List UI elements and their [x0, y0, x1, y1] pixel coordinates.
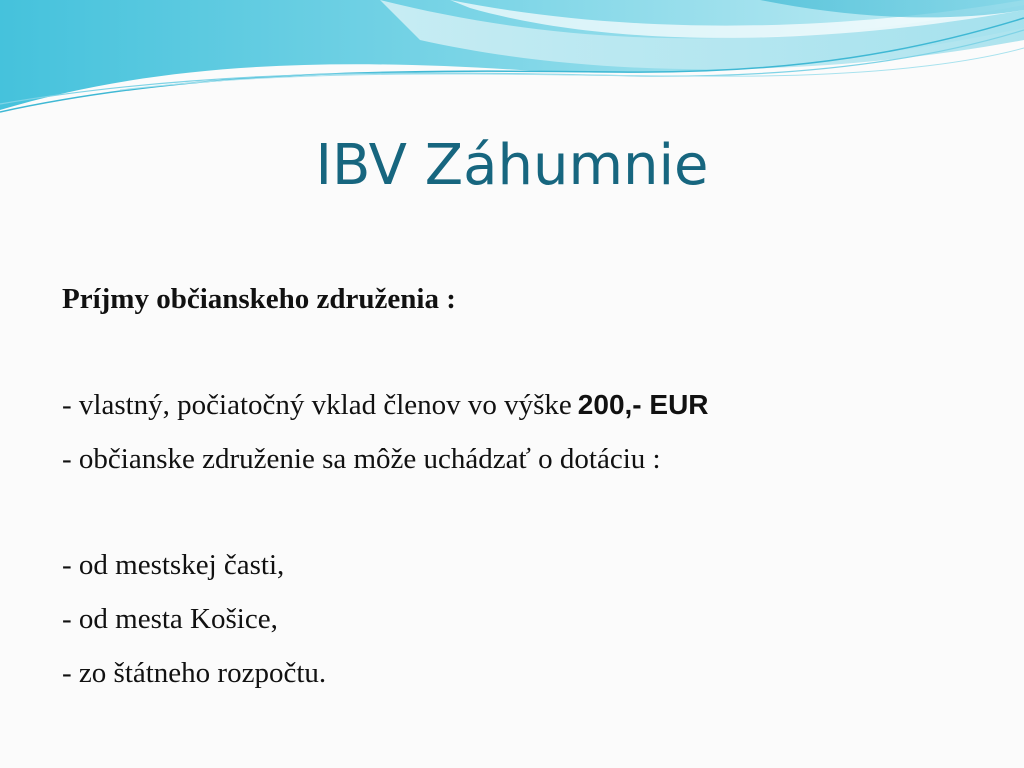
- wave-banner: [0, 0, 1024, 125]
- source-item-state: - zo štátneho rozpočtu.: [62, 657, 327, 689]
- source-item-district: - od mestskej časti,: [62, 549, 285, 581]
- source-item-city: - od mesta Košice,: [62, 603, 278, 635]
- slide-title: IBV Záhumnie: [315, 133, 709, 198]
- income-heading: Príjmy občianskeho združenia :: [62, 283, 456, 315]
- grant-line: - občianske združenie sa môže uchádzať o dotáciu :: [62, 443, 661, 475]
- deposit-line: [62, 378, 709, 432]
- deposit-text: - vlastný, počiatočný vklad členov vo výške: [62, 389, 572, 421]
- deposit-amount: 200,- EUR: [577, 389, 709, 420]
